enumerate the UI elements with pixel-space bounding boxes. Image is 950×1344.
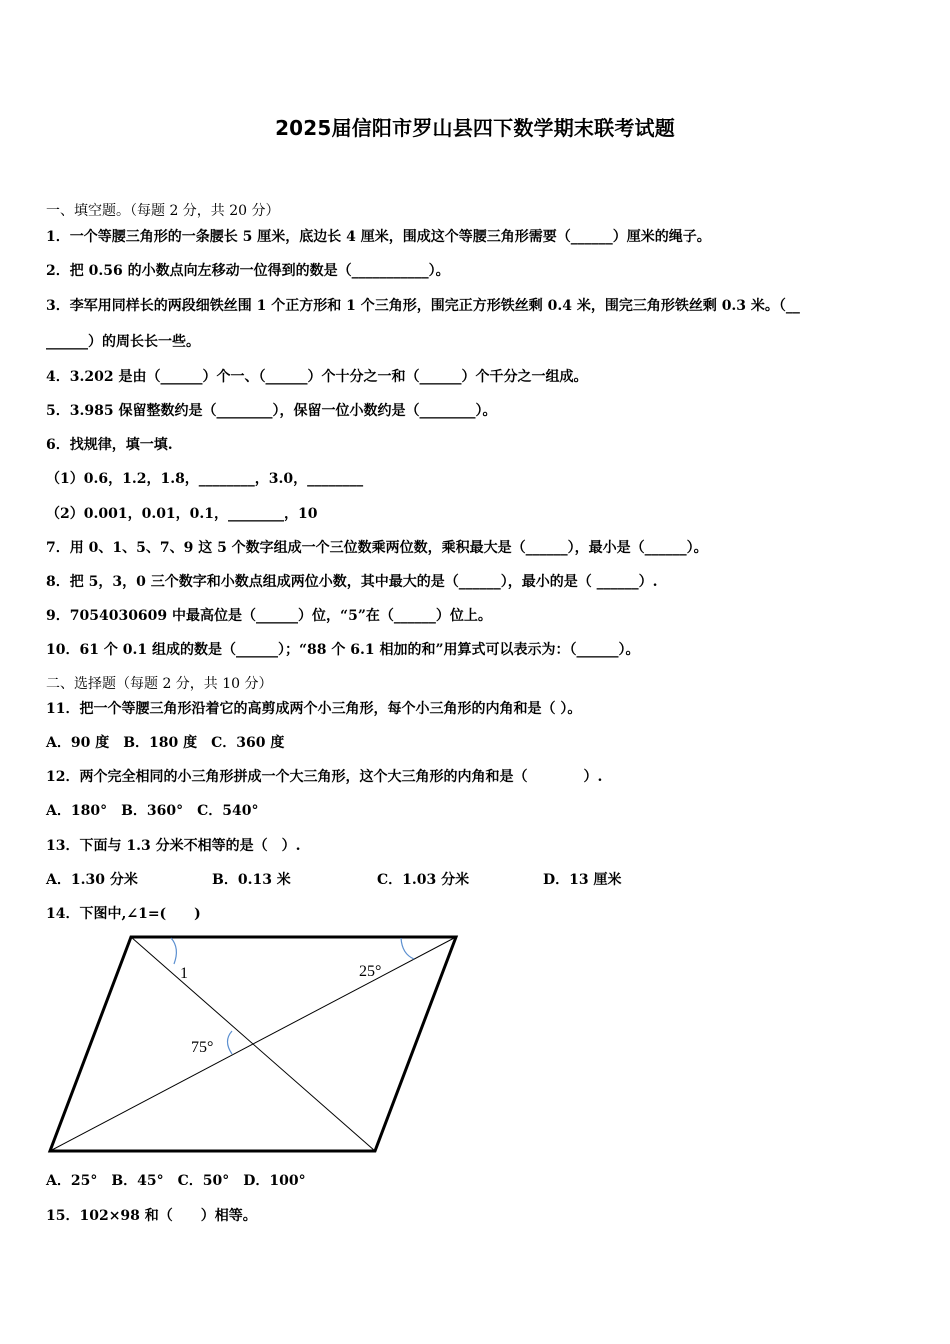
- page-title: 2025届信阳市罗山县四下数学期末联考试题: [275, 116, 675, 140]
- question-3-line-1: 3．李军用同样长的两段细铁丝围 1 个正方形和 1 个三角形，围完正方形铁丝剩 0.4 米，围完三角形铁丝剩 0.3 米。（__: [46, 298, 800, 314]
- question-14: 14．下图中,∠1=( ): [46, 906, 201, 922]
- question-11-options: A．90 度 B．180 度 C．360 度: [46, 735, 285, 751]
- question-6: 6．找规律，填一填.: [46, 437, 173, 453]
- angle-75-label: 75°: [191, 1039, 214, 1056]
- question-13: 13．下面与 1.3 分米不相等的是（ ）.: [46, 838, 301, 854]
- question-15: 15．102×98 和（ ）相等。: [46, 1208, 257, 1224]
- angle-25-label: 25°: [359, 963, 382, 980]
- question-9: 9．7054030609 中最高位是（______）位，“5”在（______）位上。: [46, 608, 492, 624]
- question-13-option-c: C．1.03 分米: [377, 872, 470, 888]
- question-6-part-2: （2）0.001，0.01，0.1，________，10: [46, 506, 318, 522]
- question-13-option-a: A．1.30 分米: [46, 872, 138, 888]
- question-11: 11．把一个等腰三角形沿着它的高剪成两个小三角形，每个小三角形的内角和是（ ）。: [46, 701, 582, 717]
- question-13-option-d: D．13 厘米: [543, 872, 622, 888]
- question-10: 10．61 个 0.1 组成的数是（______）；“88 个 6.1 相加的和”用算式可以表示为：（______）。: [46, 642, 640, 658]
- question-12-options: A．180° B．360° C．540°: [46, 803, 259, 819]
- question-6-part-1: （1）0.6，1.2，1.8，________，3.0，________: [46, 471, 364, 487]
- question-5: 5．3.985 保留整数约是（________），保留一位小数约是（________）。: [46, 403, 497, 419]
- question-7: 7．用 0、1、5、7、9 这 5 个数字组成一个三位数乘两位数，乘积最大是（______），最小是（______）。: [46, 540, 708, 556]
- diagonal-tr-bl: [50, 937, 456, 1151]
- section-heading-multiple-choice: 二、选择题（每题 2 分，共 10 分）: [46, 676, 273, 692]
- question-2: 2．把 0.56 的小数点向左移动一位得到的数是（___________）。: [46, 263, 450, 279]
- question-14-options: A．25° B．45° C．50° D．100°: [46, 1173, 306, 1189]
- question-4: 4．3.202 是由（______）个一、（______）个十分之一和（______）个千分之一组成。: [46, 369, 588, 385]
- question-1: 1．一个等腰三角形的一条腰长 5 厘米，底边长 4 厘米，围成这个等腰三角形需要（______）厘米的绳子。: [46, 229, 711, 245]
- section-heading-fill-blank: 一、填空题。（每题 2 分，共 20 分）: [46, 203, 280, 219]
- question-8: 8．把 5，3，0 三个数字和小数点组成两位小数，其中最大的是（______），最小的是（ ______）.: [46, 574, 658, 590]
- question-3-line-2: ______）的周长长一些。: [46, 334, 200, 350]
- angle-75-arc: [228, 1031, 233, 1054]
- parallelogram-figure: [40, 926, 470, 1162]
- angle-1-arc: [171, 938, 176, 964]
- angle-25-arc: [401, 938, 414, 959]
- question-12: 12．两个完全相同的小三角形拼成一个大三角形，这个大三角形的内角和是（ ）.: [46, 769, 603, 785]
- angle-1-label: 1: [180, 965, 188, 982]
- question-13-option-b: B．0.13 米: [212, 872, 291, 888]
